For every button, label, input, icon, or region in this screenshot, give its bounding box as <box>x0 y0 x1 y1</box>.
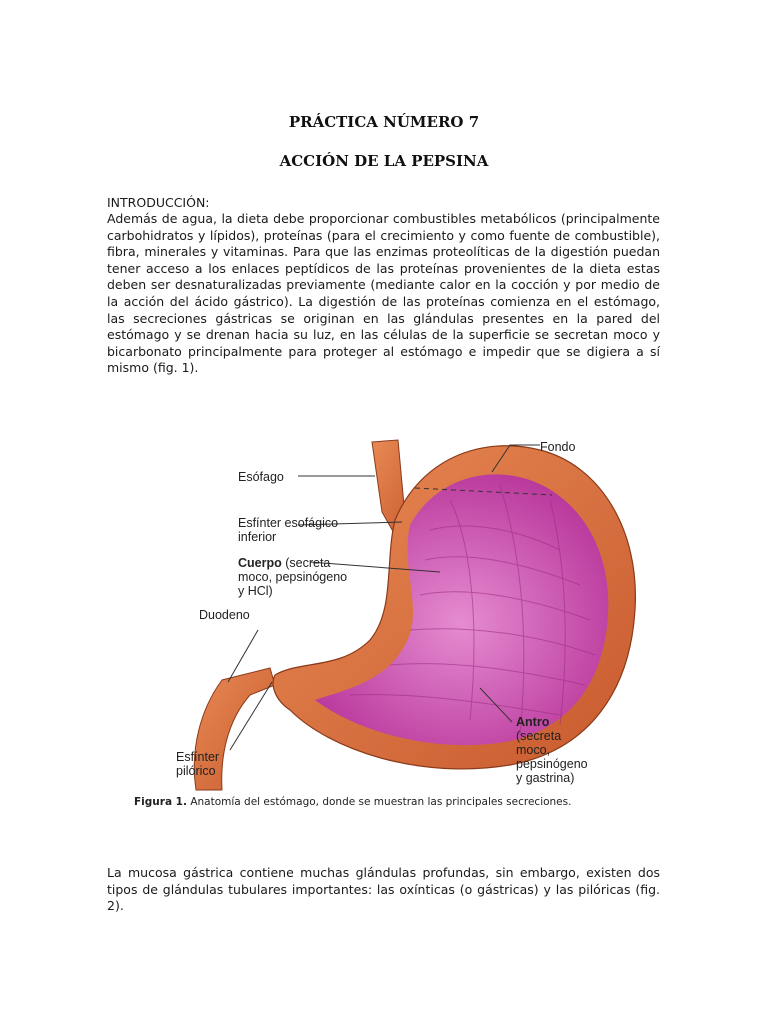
stomach-illustration <box>0 420 768 800</box>
stomach-figure <box>0 420 768 800</box>
figure-caption <box>134 796 571 808</box>
body-paragraph-2: La mucosa gástrica contiene muchas glándulas profundas, sin embargo, existen dos tipos de glándulas tubulares importantes: las oxínticas (o gástricas) y las pilóricas (fig. 2). <box>107 865 660 914</box>
label-esfinter-esofagico: Esfínter esofágico inferior <box>238 516 339 544</box>
label-esfinter-pilorico: Esfínter pilórico <box>176 750 220 778</box>
page-title: PRÁCTICA NÚMERO 7 <box>288 113 480 131</box>
page-subtitle: ACCIÓN DE LA PEPSINA <box>279 152 489 170</box>
label-antro: Antro (secreta moco, pepsinógeno y gastrina) <box>516 715 588 785</box>
label-fondo: Fondo <box>540 440 576 454</box>
label-duodeno: Duodeno <box>199 608 250 622</box>
intro-paragraph: Además de agua, la dieta debe proporcionar combustibles metabólicos (principalmente carbohidratos y lípidos), proteínas (para el crecimiento y como fuente de combustible), fibra, minerales y vitaminas. Para que las enzimas proteolíticas de la digestión puedan tener acceso a los enlaces peptídicos de las proteínas provenientes de la dieta estas deben ser desnaturalizadas previamente (mediante calor en la cocción y por medio de la acción del ácido gástrico). La digestión de las proteínas comienza en el estómago, las secreciones gástricas se originan en las glándulas presentes en la pared del estómago y se drenan hacia su luz, en las células de la superficie se secretan moco y bicarbonato principalmente para proteger al estómago e impedir que se digiera a sí mismo (fig. 1). <box>107 211 660 376</box>
label-cuerpo: Cuerpo (secreta moco, pepsinógeno y HCl) <box>238 556 348 598</box>
caption-number: Figura 1. <box>134 796 187 808</box>
intro-heading: INTRODUCCIÓN: <box>107 195 210 210</box>
caption-text: Anatomía del estómago, donde se muestran las principales secreciones. <box>186 796 572 808</box>
label-esofago: Esófago <box>238 470 284 484</box>
